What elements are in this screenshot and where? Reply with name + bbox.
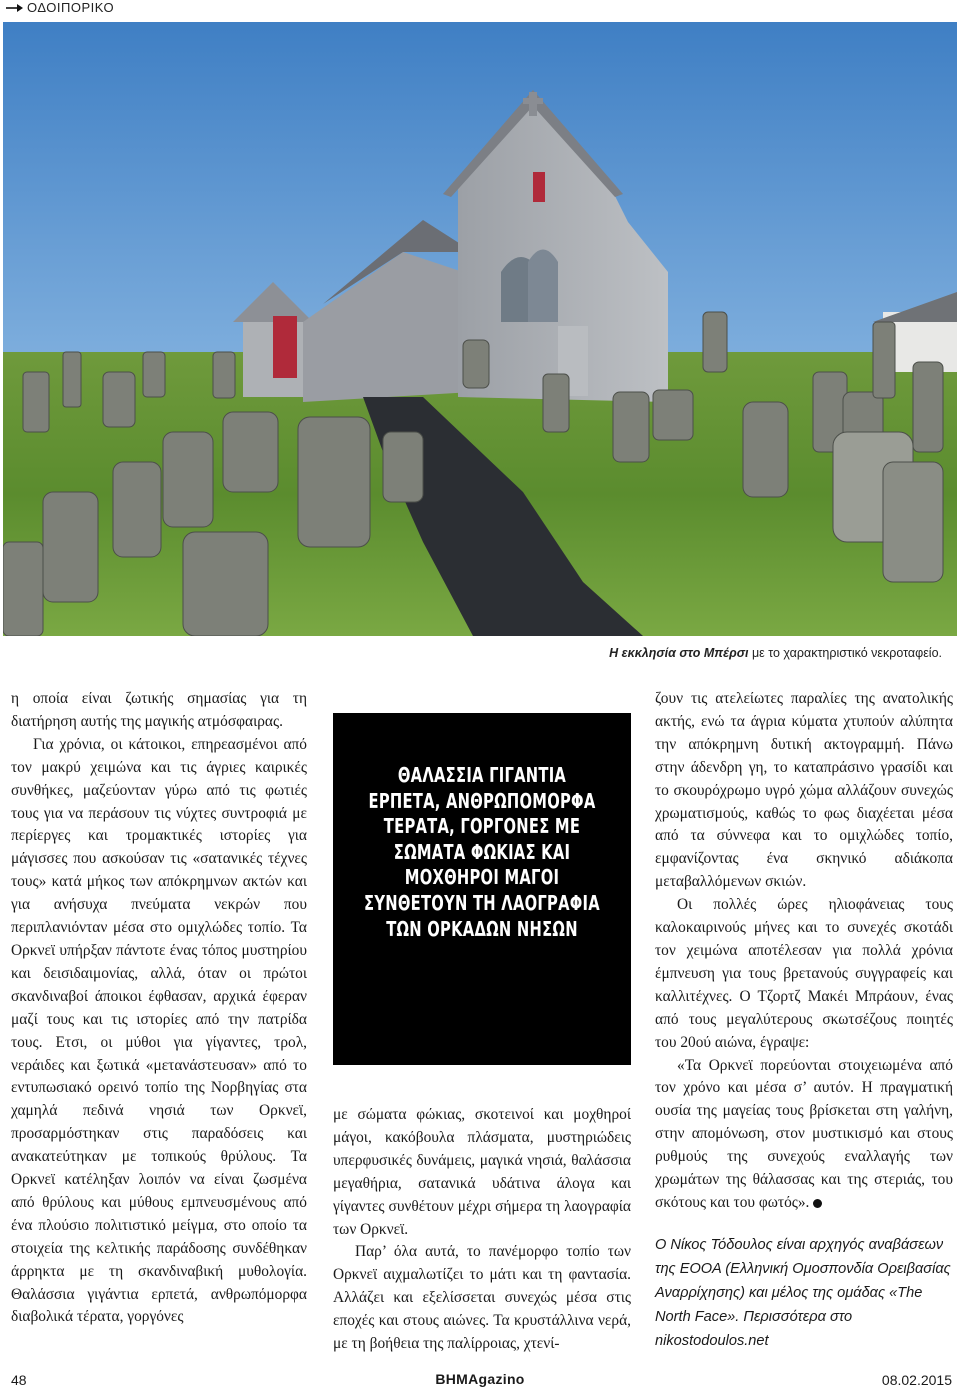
- paragraph: Οι πολλές ώρες ηλιοφάνειας τους καλοκαιρινούς μήνες και το συνεχές σκοτάδι τον χειμώνα αποτέλεσαν για πολλά χρόνια έμπνευση για τους βρετανούς συγγραφείς και καλλιτέχνες. Ο Τζορτζ Μακέι Μπράουν, ένας από τους μεγαλύτερους σκωτσέζους ποιητές του 20ού αιώνα, έγραψε:: [655, 896, 953, 1051]
- column-left: [11, 688, 307, 1329]
- magazine-logo: ΒΗΜΑgazino: [435, 1371, 525, 1387]
- paragraph: με σώματα φώκιας, σκοτεινοί και μοχθηροί μάγοι, κακόβουλα πλάσματα, μυστηριώδεις υπερφυσικές δυνάμεις, μαγικά νησιά, θαλάσσια μεγαθήρια, σατανικά υδάτινα άλογα και γίγαντες συνθέτουν μέχρι σήμερα τη λαογραφία των Ορκνεϊ.: [333, 1106, 631, 1238]
- article-photo: [3, 22, 957, 636]
- paragraph: η οποία είναι ζωτικής σημασίας για τη διατήρηση αυτής της μαγικής ατμόσφαιρας.: [11, 690, 307, 730]
- pull-quote: ΘΑΛΑΣΣΙΑ ΓΙΓΑΝΤΙΑ ΕΡΠΕΤΑ, ΑΝΘΡΩΠΟΜΟΡΦΑ ΤΕΡΑΤΑ, ΓΟΡΓΟΝΕΣ ΜΕ ΣΩΜΑΤΑ ΦΩΚΙΑΣ ΚΑΙ ΜΟΧΘΗΡΟΙ ΜΑΓΟΙ ΣΥΝΘΕΤΟΥΝ ΤΗ ΛΑΟΓΡΑΦΙΑ ΤΩΝ ΟΡΚΑΔΩΝ ΝΗΣΩΝ: [364, 763, 600, 941]
- photo-caption: [0, 646, 942, 660]
- section-label: ΟΔΟΙΠΟΡΙΚΟ: [27, 0, 115, 15]
- pull-quote-box: [333, 713, 631, 1065]
- column-middle: [333, 1104, 631, 1356]
- caption-bold: Η εκκλησία στο Μπέρσι: [609, 646, 749, 660]
- caption-text: με το χαρακτηριστικό νεκροταφείο.: [748, 646, 942, 660]
- quote-text: «Τα Ορκνεϊ πορεύονται στοιχειωμένα από τον χρόνο και μέσα σ’ αυτόν. Η πραγματική ουσία της μαγείας τους βρίσκεται στη γαλήνη, στην απομόνωση, στον μυστικισμό και στους ρυθμούς της συνεχούς εναλλαγής των χρωμάτων της θάλασσας και της στεριάς, του σκότους και του φωτός».: [655, 1056, 953, 1211]
- paragraph: ζουν τις ατελείωτες παραλίες της ανατολικής ακτής, ενώ τα άγρια κύματα χτυπούν αλύπητα την απόκρημνη δυτική ακτογραμμή. Πάνω στην άδενδρη γη, το καταπράσινο γρασίδι και το σκουρόχρωμο υγρό χώμα αλλάζουν συνεχώς χρωματισμούς, καθώς το φως διαχέεται μέσα από τα σύννεφα και το ομιχλώδες τοπίο, εμφανίζοντας ένα σκηνικό αδιάκοπα μεταβαλλόμενων σκιών.: [655, 690, 953, 891]
- column-right: [655, 688, 953, 1353]
- arrow-right-icon: [6, 3, 24, 13]
- section-tag: [6, 0, 114, 15]
- page-footer: [0, 1370, 960, 1392]
- page-number: 48: [11, 1372, 27, 1388]
- end-mark-icon: [813, 1199, 822, 1208]
- issue-date: 08.02.2015: [881, 1372, 952, 1388]
- author-bio: Ο Νίκος Τόδουλος είναι αρχηγός αναβάσεων της ΕΟΟΑ (Ελληνική Ομοσπονδία Ορειβασίας Αναρρίχησης) και μέλος της ομάδας «The North Face». Περισσότερα στο nikostodoulos.net: [655, 1236, 951, 1349]
- paragraph: Παρ’ όλα αυτά, το πανέμορφο τοπίο των Ορκνεϊ αιχμαλωτίζει το μάτι και τη φαντασία. Αλλάζει και εξελίσσεται συνεχώς μέσα στις εποχές και στους αιώνες. Τα κρυστάλλινα νερά, με τη βοήθεια της παλίρροιας, χτενί-: [333, 1243, 631, 1353]
- paragraph-quote: [655, 1055, 953, 1215]
- paragraph: Για χρόνια, οι κάτοικοι, επηρεασμένοι από τον μακρύ χειμώνα και τις άγριες καιρικές συνθήκες, μαζεύονταν γύρω από τις φωτιές τους για να περάσουν τις νύχτες συντροφιά με περίεργες και τρομακτικές ιστορίες για μάγισσες που ασκούσαν τις «σατανικές τέχνες τους» κατά μήκος των απόκρημνων ακτών και για ανήσυχα πνεύματα νεκρών που περιπλανιόνταν μέσα στο ομιχλώδες τοπίο. Τα Ορκνεϊ υπήρξαν πάντοτε ένας τόπος μυστηρίου και δεισιδαιμονίας, αλλά, όταν οι πρώτοι σκανδιναβοί άποικοι έφθασαν, αρχικά έφεραν μαζί τους και τις ιστορίες από την πατρίδα τους. Ετσι, οι μύθοι για γίγαντες, τρολ, νεράιδες και ξωτικά «μετανάστευσαν» από το εντυπωσιακό ορεινό τοπίο της Νορβηγίας στα χαμηλά πεδινά νησιά των Ορκνεϊ, προσαρμόστηκαν στις παραδόσεις και ανακατεύτηκαν με τοπικούς θρύλους. Τα Ορκνεϊ κατέληξαν λοιπόν να είναι ζωσμένα από θρύλους και μύθους εμπνευσμένους από ένα πλούσιο πολιτιστικό μείγμα, στο οποίο τα στοιχεία της κελτικής παράδοσης συνδέθηκαν άρρηκτα με τη σκανδιναβική μυθολογία. Θαλάσσια γιγάντια ερπετά, ανθρωπόμορφα διαβολικά τέρατα, γοργόνες: [11, 735, 307, 1326]
